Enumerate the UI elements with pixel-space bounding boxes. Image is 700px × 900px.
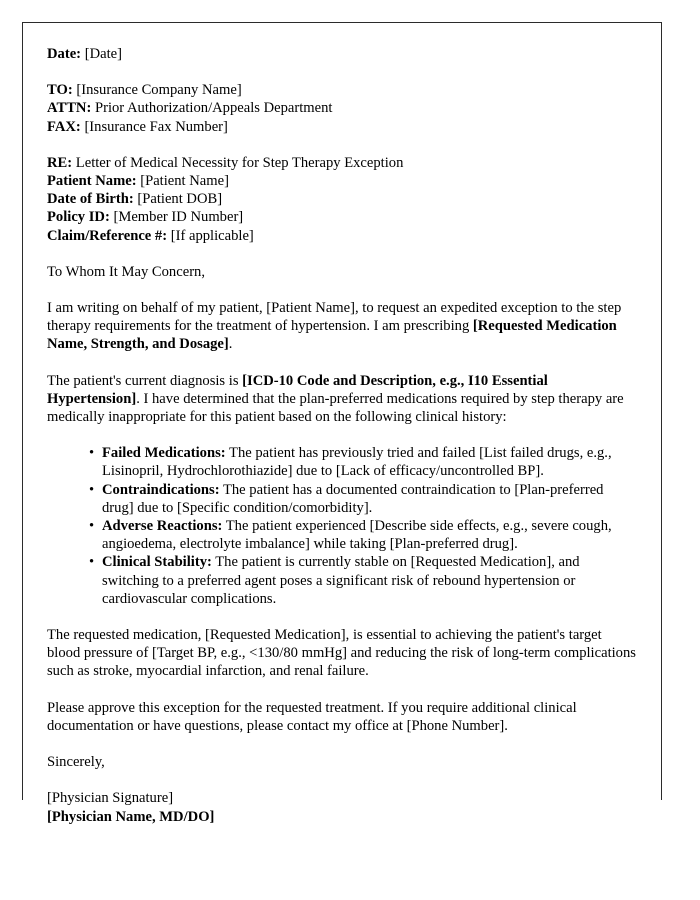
attn-value: Prior Authorization/Appeals Department — [94, 100, 333, 117]
re-line — [47, 154, 637, 172]
date-label: Date: — [47, 46, 82, 62]
date-line — [47, 45, 637, 63]
intro-text-after: . — [228, 336, 233, 353]
list-item-label: Adverse Reactions: — [102, 518, 223, 535]
attn-label: ATTN: — [47, 100, 92, 117]
request-paragraph: Please approve this exception for the requested treatment. If you require additional clinical documentation or have questions, please contact my office at [Phone Number]. — [47, 699, 577, 734]
list-item — [89, 553, 637, 608]
salutation: To Whom It May Concern, — [47, 263, 205, 280]
signature-placeholder: [Physician Signature] — [47, 790, 174, 807]
list-item-text: The patient has previously tried and failed [List failed drugs, e.g., Lisinopril, Hydrochlorothiazide] due to [Lack of efficacy/uncontrolled BP]. — [102, 445, 612, 480]
intro-bold-placeholder: [Requested Medication Name, Strength, and Dosage] — [47, 318, 617, 353]
dob-label: Date of Birth: — [47, 191, 134, 208]
to-line — [47, 81, 637, 99]
document-page — [22, 22, 662, 825]
clinical-history-list — [47, 444, 637, 608]
intro-paragraph — [47, 299, 637, 354]
dob-value: [Patient DOB] — [137, 191, 223, 208]
list-item-text: The patient experienced [Describe side effects, e.g., severe cough, angioedema, electrolyte imbalance] while taking [Plan-preferred drug]. — [102, 518, 612, 553]
list-item — [89, 444, 637, 480]
justification-paragraph: The requested medication, [Requested Medication], is essential to achieving the patient's target blood pressure of [Target BP, e.g., <130/80 mmHg] and reducing the risk of long-term complications such as stroke, myocardial infarction, and renal failure. — [47, 627, 636, 680]
policy-line — [47, 208, 637, 226]
list-item-label: Contraindications: — [102, 481, 220, 498]
list-item-text: The patient has a documented contraindication to [Plan-preferred drug] due to [Specific condition/comorbidity]. — [102, 481, 604, 516]
patient-name-line — [47, 172, 637, 190]
sign-off: Sincerely, — [47, 754, 105, 771]
claim-line — [47, 227, 637, 245]
list-item-text: The patient is currently stable on [Requested Medication], and switching to a preferred agent poses a significant risk of rebound hypertension or cardiovascular complications. — [102, 554, 580, 607]
intro-text-before: I am writing on behalf of my patient, [Patient Name], to request an expedited exception to the step therapy requirements for the treatment of hypertension. I am prescribing — [47, 300, 622, 335]
claim-label: Claim/Reference #: — [47, 227, 168, 244]
to-value: [Insurance Company Name] — [76, 82, 242, 99]
reference-block — [47, 154, 637, 245]
re-label: RE: — [47, 154, 73, 171]
diagnosis-text-after: . I have determined that the plan-preferred medications required by step therapy are medically inappropriate for this patient based on the following clinical history: — [47, 390, 624, 426]
date-value: [Date] — [84, 46, 122, 62]
physician-name: [Physician Name, MD/DO] — [47, 808, 215, 825]
patient-name-value: [Patient Name] — [140, 173, 229, 190]
list-item — [89, 481, 637, 517]
attn-line — [47, 99, 637, 117]
patient-name-label: Patient Name: — [47, 173, 137, 190]
diagnosis-text-before: The patient's current diagnosis is — [47, 372, 243, 389]
recipient-block — [47, 81, 637, 136]
diagnosis-paragraph — [47, 372, 637, 427]
list-item — [89, 517, 637, 553]
fax-value: [Insurance Fax Number] — [84, 118, 228, 135]
fax-line — [47, 118, 637, 136]
policy-label: Policy ID: — [47, 209, 110, 226]
diagnosis-bold-placeholder: [ICD-10 Code and Description, e.g., I10 Essential Hypertension] — [47, 372, 548, 407]
signature-block — [47, 789, 637, 825]
to-label: TO: — [47, 82, 73, 99]
claim-value: [If applicable] — [170, 227, 254, 244]
re-value: Letter of Medical Necessity for Step Therapy Exception — [75, 154, 404, 171]
dob-line — [47, 190, 637, 208]
list-item-label: Clinical Stability: — [102, 554, 212, 571]
date-block — [47, 45, 637, 63]
policy-value: [Member ID Number] — [113, 209, 244, 226]
letter-body — [23, 23, 661, 826]
fax-label: FAX: — [47, 118, 81, 135]
list-item-label: Failed Medications: — [102, 445, 226, 462]
